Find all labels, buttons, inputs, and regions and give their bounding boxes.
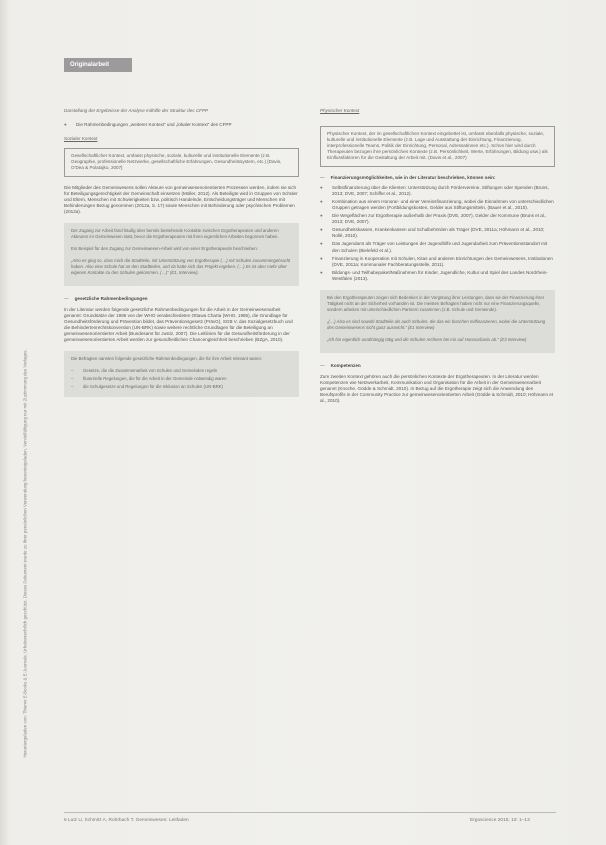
- interview-quote: „Ich bin eigentlich unabhängig tätig und die Schulen rechnen bei mir auf Honorarbasis ab.“ (E3 Interview): [327, 336, 527, 342]
- results-text: Die Befragten nannten folgende gesetzliche Rahmenbedingungen, die für ihre Arbeit relevant waren:: [71, 356, 263, 362]
- results-box: [320, 290, 555, 353]
- body-paragraph: Zum zweiten Kontext gehören auch die persönlichen Kontexte der Ergotherapeuten. In der Literatur werden Kompetenzen wie Netzwerkarbeit, Kommunikation und Organisation für die Arbeit in der Gemeinwesenarbeit genannt (Knoche, Gödde & Schmidt, 2010). In Bezug auf die Ergotherapie zeigt sich die Anwendung des Berufsprofils in der Community Practice zur gemeinwesenorientierten Arbeit (Gödde & Schmidt, 2010; Höhmann et al., 2010).: [320, 373, 554, 403]
- list-item-text: Gesundheitskassen, Krankenkassen und Schulbehörden als Träger (DVE, 2011a; Höhmann et al., 2010; Nollé, 2010).: [332, 227, 545, 239]
- right-column: [320, 108, 555, 412]
- list-item-text: Das Jugendamt als Träger von Leistungen der Jugendhilfe und Jugendarbeit zum Präventionsstandort mit den Schulen (Bielefeld et al.).: [332, 241, 548, 253]
- list-item: [320, 241, 555, 253]
- definition-box: Physischer Kontext, der im gesellschaftlichen Kontext eingebettet ist, umfasst ebenfalls physische, soziale, kulturelle und institutionelle Elemente (z.B. Lage und Ausstattung der Einrichtung, Finanzierung, interprofessionelle Teams, Politik der Einrichtung, Personal, Adressatinnen etc.). Schon hier wird durch Therapeuten bezogen ihre persönlichen Kontexte (z.B. Persönlichkeit, Werte, Erfahrungen, Bildung usw.) als Einflussfaktoren für die Gestaltung der Arbeit mit. (Davis et al., 2007): [320, 126, 555, 166]
- list-item-text: Die Wegeflächen zur Ergotherapie außerhalb der Praxis (DVE, 2007), Gelder der Kommune (Bruns et al., 2013; DVE, 2007).: [332, 213, 547, 225]
- body-paragraph: Die Mitglieder des Gemeinwesens sollen Akteure von gemeinwesenorientierten Prozessen werden, indem sie sich für Beteiligungsgerechtigkeit der Gemeinschaft einsetzen (Müller, 2012). Als Beteiligte wird in Gruppen von Schüler und Eltern, Menschen mit Schwierigkeiten bzw. politisch Handelnde, Entscheidungsträger und Menschen mit Behinderungen Bezug genommen (2012a, S. 17) sowie Menschen mit Behinderung oder psychischen Problemen (2012a).: [64, 184, 298, 214]
- list-item-text: Gesetze, die die Zusammenarbeit von Schulen und Gemeinden regeln: [83, 368, 218, 374]
- bullet-icon: –: [71, 383, 74, 389]
- bullet-icon: ●: [320, 227, 323, 233]
- bullet-icon: ●: [320, 269, 323, 275]
- list-item-text: finanzielle Regelungen, die für die Arbeit in der Gemeinde notwendig waren: [83, 375, 227, 381]
- results-text: Der Zugang zur Arbeit fand häufig über bereits bestehende Kontakte zwischen Ergotherapeuten und anderen Akteuren im Gemeinwesen statt, bevor die Ergotherapeuten mit ihren eigentlichen Arbeiten begonnen haben.: [71, 228, 279, 239]
- section-heading-text: Kompetenzen: [330, 363, 361, 369]
- section-heading-text: gesetzliche Rahmenbedingungen: [74, 296, 148, 302]
- list-item-text: Selbstfinanzierung über die Klienten: Unterstützung durch Fördervereine, Stiftungen oder Spenden (Bruns, 2013; DVE, 2007; Schiffer et al., 2012).: [332, 184, 549, 196]
- footer-divider: [64, 812, 556, 813]
- results-box: [64, 223, 299, 286]
- list-item: [320, 227, 555, 239]
- list-item: [320, 256, 555, 268]
- right-caption: Physischer Kontext: [320, 108, 360, 113]
- footer-citation: 6 Lutz U, Schmitz A, Rohrbach T. Gemeinwesen: Leitfaden: [64, 818, 189, 823]
- list-item-text: Kombination aus einem Honorar- und einer Vereinsfinanzierung, wobei die Einnahmen von unterschiedlichen Gruppen getragen werden (Fortbildungskosten, Gelder aus Stiftungsmitteln, (Bauer et al., 2010).: [332, 198, 554, 210]
- bullet-icon: ●: [320, 213, 323, 219]
- list-item: [71, 384, 292, 390]
- left-column: [64, 108, 299, 407]
- list-item: [320, 213, 555, 225]
- left-caption: Darstellung der Ergebnisse der Analyse mithilfe der Struktur des CFPP: [64, 108, 209, 113]
- list-item-text: Bildungs- und Teilhabepaket/Maßnahmen für Kinder, Jugendliche, Kultur und Spiel des Landes Nordrhein-Westfalen (2013).: [332, 269, 548, 281]
- list-item: [64, 122, 299, 128]
- footer-journal: Ergoscience 2015; 10: 1–13: [470, 818, 530, 823]
- results-text: Bei den Ergotherapeuten zeigen sich Bedenken in der Vergütung ihrer Leistungen, dass sie der Finanzierung ihrer Tätigkeit nicht an der Sicherheit vorhanden ist. Die meisten Befragten haben nicht nur eine Finanzierungsquelle, sondern arbeiten mit unterschiedlichen Partnern zusammen (z.B. Schule und Gemeinde).: [327, 294, 545, 312]
- section-heading: [64, 296, 299, 302]
- results-text: Ein Beispiel für den Zugang zur Gemeinwesen-Arbeit wird von einer Ergotherapeutin beschrieben:: [71, 245, 258, 251]
- dash-icon: —: [320, 363, 325, 369]
- bullet-icon: –: [71, 375, 74, 381]
- body-paragraph: In der Literatur werden folgende gesetzliche Rahmenbedingungen für die Arbeit in der Gemeinwesenarbeit genannt: Grundsätze der 1986 von der WHO verabschiedeten Ottawa Charta (WHO, 1986), die Grundlage für Gesundheitsförderung und Prävention bildet, das Präventionsgesetz (PrävG), SGB V, das Sozialgesetzbuch und die Behindertenrechtskonvention (UN-BRK) sowie weitere rechtliche Grundlagen für die Beteiligung an gemeinwesenorientierter Arbeit (Bundesamt für Justiz, 2007). Die Leitlinien für die Gesundheitsförderung in der gemeinwesenorientierten Arbeit werden zur gesundheitlichen Chancengleichheit beschrieben (BZgA, 2010).: [64, 306, 293, 343]
- bullet-icon: ●: [320, 255, 323, 261]
- bullet-icon: ●: [320, 184, 323, 190]
- list-item: [71, 376, 292, 382]
- social-context-subhead: Sozialer Kontext: [64, 136, 98, 142]
- side-copyright-notice: Heruntergeladen von: Thieme E-Books & E-Journals. Urheberrechtlich geschützt. Dieses Dokument wurde zu Ihrer persönlichen Verwendung heruntergeladen. Vervielfältigung nur mit Zustimmung des Verlages.: [22, 349, 28, 758]
- list-item: [71, 368, 292, 374]
- section-heading: [320, 363, 555, 369]
- list-item-text: Die Rahmenbedingungen „weiterer Kontext“ und „lokaler Kontext“ des CFPP: [76, 122, 232, 128]
- section-heading: [320, 175, 555, 181]
- section-banner: Originalarbeit: [64, 58, 132, 72]
- dash-icon: —: [320, 174, 325, 180]
- definition-box: Gesellschaftlicher Kontext, umfasst physische, soziale, kulturelle und institutionelle Elemente (z.B. Geographie, professionelle Netzwerke, gesellschaftliche Erfahrungen, Gesundheitssystem, etc.) [Davis, O'Dea & Polatajko, 2007]: [64, 148, 299, 176]
- bullet-icon: ●: [64, 122, 67, 128]
- financing-list: [320, 185, 555, 282]
- bullet-icon: ●: [320, 241, 323, 247]
- interview-quote: „Also es ging so, dass mich die Stadtteile, mit Unterstützung von Ergotherapie (…) mit Schulen zusammengebracht haben. Also eine Schule hat an den Stadtteilen, und da hatte sich das Projekt ergeben. (…) Es ist aber mehr über eigenen Kontakte zu den Schulen gekommen. (…)“ (E1, Interview).: [71, 257, 291, 275]
- list-item-text: Finanzierung in Kooperation mit Schulen, Kitas und anderen Einrichtungen des Gemeinwesens, Institutionen (DVE, 2011a; Kommunaler Fachberatungsstelle, 2011).: [332, 255, 553, 267]
- interview-quote: „(…) Also es sind sowohl Stadtteile als auch Schulen, die das ein bisschen mitfinanzieren, wobei die Unterstützung des Gemeinwesens nicht ganz ausreicht.“ (E1 Interview): [327, 318, 546, 330]
- dash-icon: —: [64, 296, 69, 302]
- results-box: [64, 351, 299, 397]
- list-item: [320, 185, 555, 197]
- list-item-text: die Schulgesetze und Regelungen für die Inklusion an Schulen (UN-BRK): [83, 383, 223, 389]
- bullet-icon: –: [71, 368, 74, 374]
- list-item: [320, 270, 555, 282]
- list-item: [320, 199, 555, 211]
- section-heading-text: Finanzierungsmöglichkeiten, wie in der Literatur beschrieben, können sein:: [330, 174, 496, 180]
- bullet-icon: ●: [320, 198, 323, 204]
